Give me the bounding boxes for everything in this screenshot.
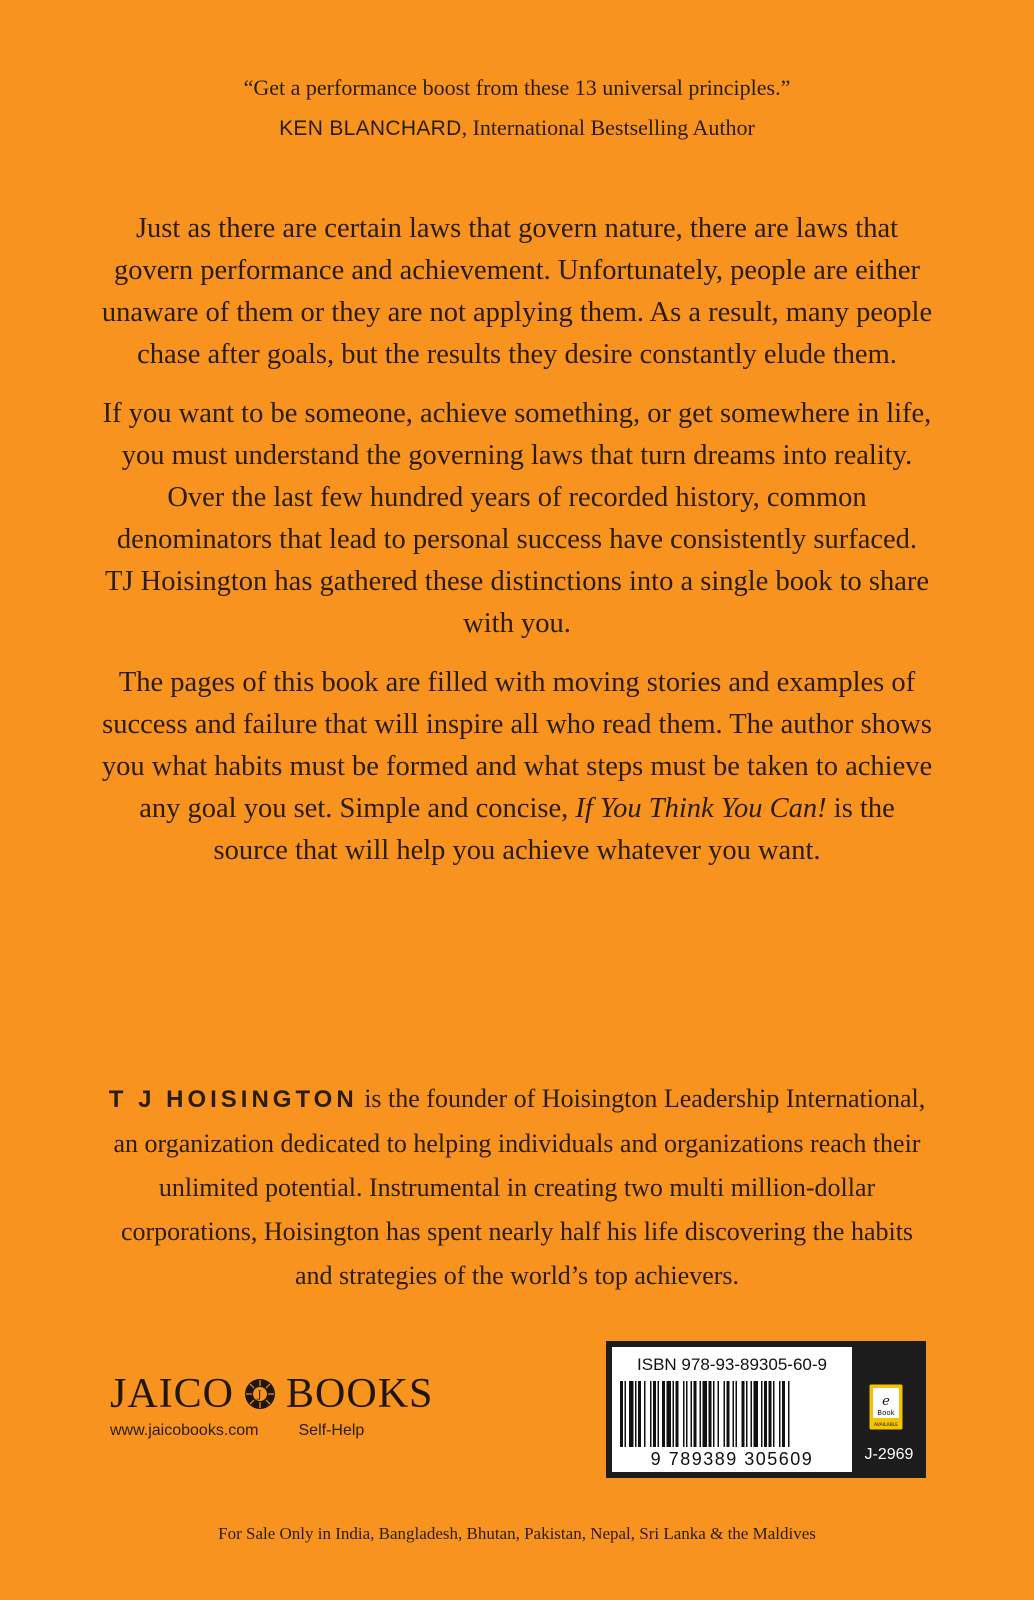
author-bio-text: is the founder of Hoisington Leadership International, an organization dedicated to helping individuals and organizations reach their unlimited potential. Instrumental in creating two multi million-dollar corporations, Hoisington has spent nearly half his life discovering the habits and strategies of the world’s top achievers. bbox=[113, 1084, 926, 1290]
barcode-panel bbox=[606, 1341, 926, 1478]
emblem-letter: J bbox=[257, 1390, 263, 1401]
jaico-code: J-2969 bbox=[864, 1446, 914, 1463]
ebook-letter: e bbox=[882, 1394, 890, 1409]
endorsement-attribution bbox=[0, 108, 1034, 149]
barcode-digits: 9 789389 305609 bbox=[650, 1449, 814, 1469]
description-paragraph-3 bbox=[100, 662, 934, 872]
book-title: If You Think You Can! bbox=[575, 793, 827, 824]
publisher-meta bbox=[110, 1422, 460, 1440]
endorsement bbox=[0, 68, 1034, 149]
publisher-website: www.jaicobooks.com bbox=[110, 1422, 259, 1439]
description-text: The pages of this book are filled with moving stories and examples of success and failure that will inspire all who read them. The author shows you what habits must be formed and what steps must be taken to achieve any goal you set. Simple and concise, bbox=[101, 667, 933, 824]
publisher-name-left: JAICO bbox=[110, 1371, 235, 1417]
book-description bbox=[100, 208, 934, 889]
description-paragraph-1: Just as there are certain laws that govern nature, there are laws that govern performance and achievement. Unfortunately, people are either unaware of them or they are not applying them. As a result, many people chase after goals, but the results they desire constantly elude them. bbox=[101, 213, 933, 370]
jaico-emblem-icon bbox=[244, 1378, 276, 1410]
sale-territory-note: For Sale Only in India, Bangladesh, Bhutan, Pakistan, Nepal, Sri Lanka & the Maldives bbox=[218, 1524, 816, 1543]
author-bio bbox=[100, 1077, 934, 1298]
barcode-icon bbox=[620, 1381, 844, 1447]
book-category: Self-Help bbox=[298, 1422, 365, 1439]
ebook-available-text: AVAILABLE bbox=[873, 1423, 899, 1428]
endorser-title: , International Bestselling Author bbox=[461, 115, 755, 140]
publisher-name-right: BOOKS bbox=[286, 1371, 434, 1417]
barcode-label bbox=[612, 1347, 852, 1472]
publisher-logo bbox=[110, 1372, 460, 1416]
description-text-end: is the source that will help you achieve whatever you want. bbox=[213, 793, 895, 866]
isbn-text: ISBN 978-93-89305-60-9 bbox=[637, 1355, 827, 1374]
ebook-available-icon bbox=[868, 1383, 904, 1431]
endorsement-quote: “Get a performance boost from these 13 universal principles.” bbox=[243, 75, 791, 100]
ebook-word: Book bbox=[877, 1409, 895, 1417]
endorser-name: KEN BLANCHARD bbox=[279, 117, 462, 140]
author-name: T J HOISINGTON bbox=[108, 1086, 358, 1113]
description-paragraph-2: If you want to be someone, achieve something, or get somewhere in life, you must understand the governing laws that turn dreams into reality. Over the last few hundred years of recorded history, common denominators that lead to personal success have consistently surfaced. TJ Hoisington has gathered these distinctions into a single book to share with you. bbox=[102, 398, 932, 639]
publisher-block bbox=[110, 1372, 460, 1440]
